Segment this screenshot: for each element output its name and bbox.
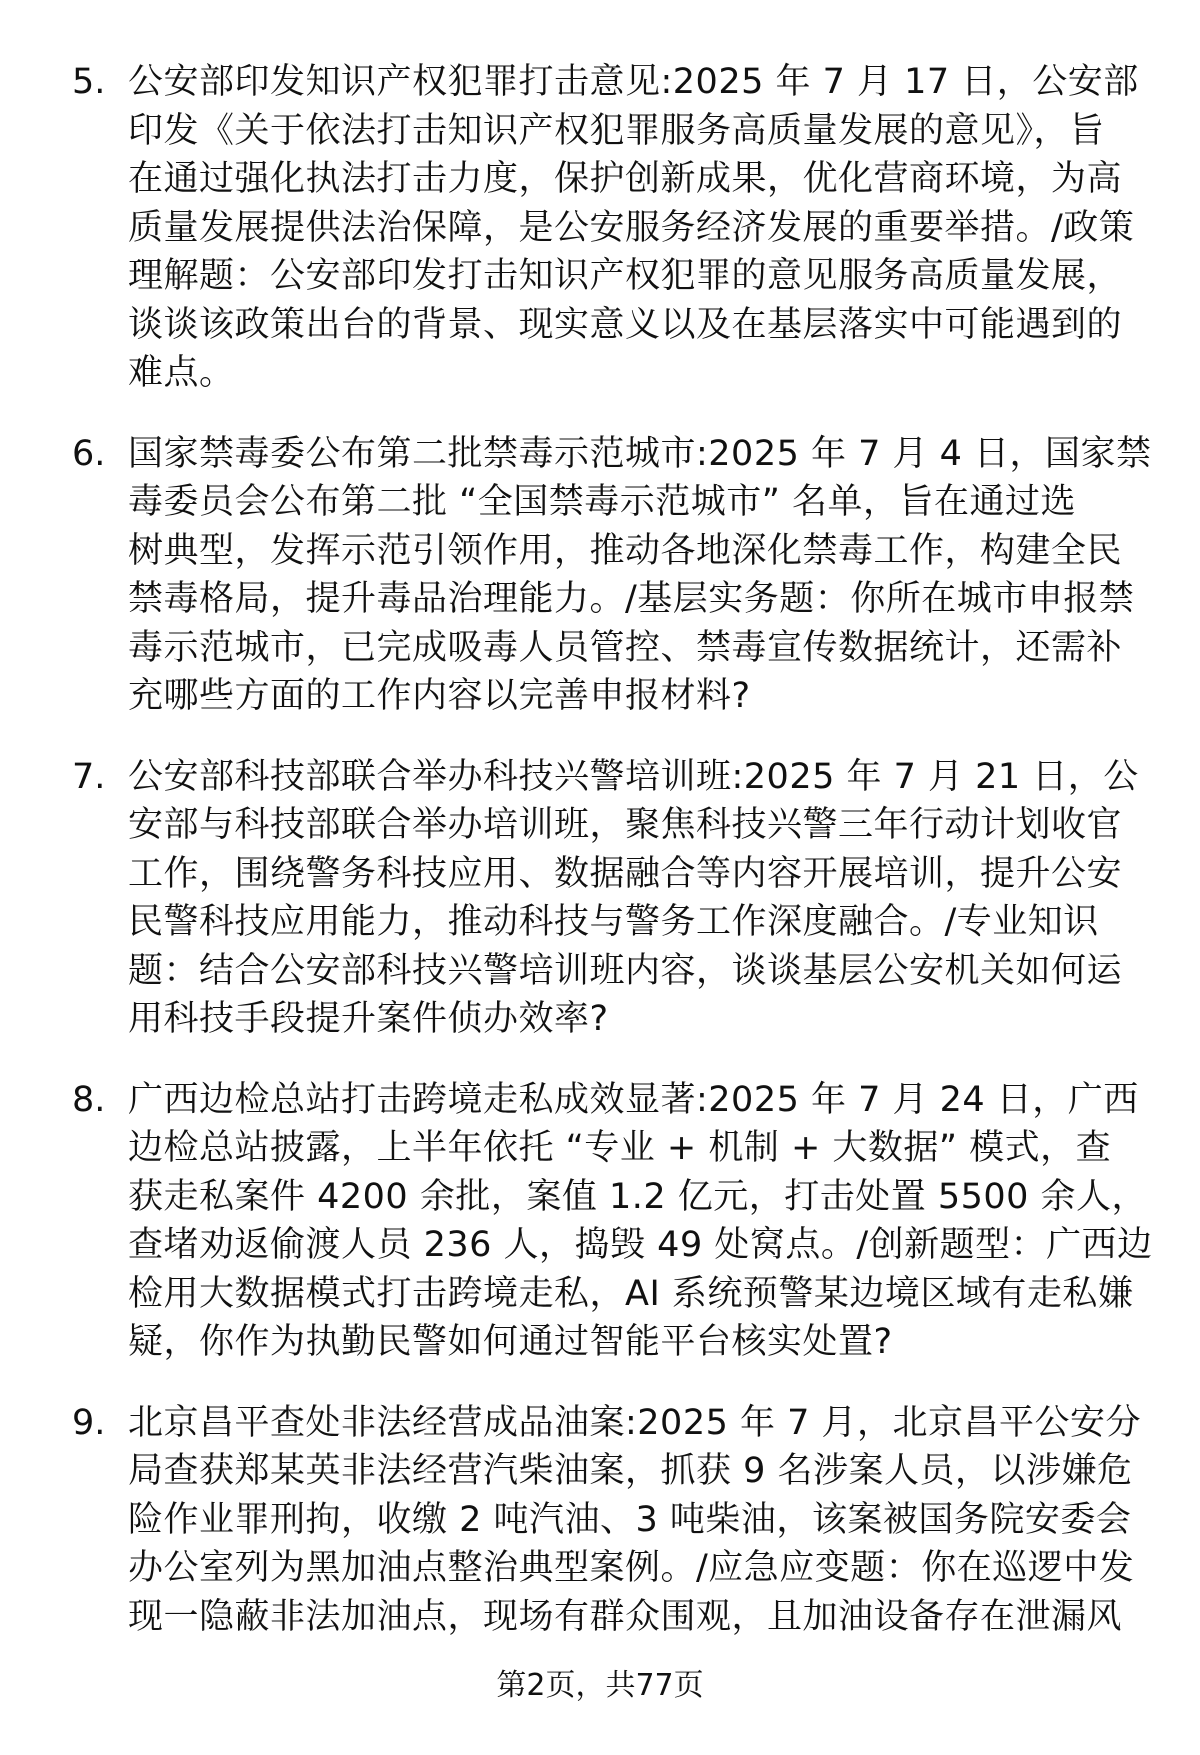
- list-item: [0, 1399, 1200, 1642]
- item-text-line: 国家禁毒委公布第二批禁毒示范城市:2025 年 7 月 4 日，国家禁: [128, 433, 1152, 474]
- list-item: [0, 58, 1200, 398]
- item-text-line: 印发《关于依法打击知识产权犯罪服务高质量发展的意见》，旨: [128, 110, 1105, 151]
- item-text-line: 查堵劝返偷渡人员 236 人，捣毁 49 处窝点。/创新题型：广西边: [128, 1225, 1153, 1265]
- item-text-line: 公安部科技部联合举办科技兴警培训班:2025 年 7 月 21 日，公: [128, 756, 1139, 797]
- item-text-line: 用科技手段提升案件侦办效率?: [128, 999, 609, 1039]
- item-number: 8.: [72, 1079, 106, 1120]
- item-text-line: 毒示范城市，已完成吸毒人员管控、禁毒宣传数据统计，还需补: [128, 627, 1123, 668]
- item-text-line: 安部与科技部联合举办培训班，聚焦科技兴警三年行动计划收官: [128, 805, 1123, 845]
- item-text-line: 检用大数据模式打击跨境走私，AI 系统预警某边境区域有走私嫌: [128, 1273, 1134, 1314]
- item-text-line: 民警科技应用能力，推动科技与警务工作深度融合。/专业知识: [128, 902, 1099, 942]
- item-text-line: 充哪些方面的工作内容以完善申报材料?: [128, 676, 751, 716]
- item-text-line: 质量发展提供法治保障，是公安服务经济发展的重要举措。/政策: [128, 207, 1135, 248]
- item-text-line: 谈谈该政策出台的背景、现实意义以及在基层落实中可能遇到的: [128, 304, 1123, 345]
- item-text-line: 工作，围绕警务科技应用、数据融合等内容开展培训，提升公安: [128, 853, 1123, 894]
- item-text-line: 难点。: [128, 353, 235, 393]
- item-number: 6.: [72, 433, 106, 474]
- page-footer: 第2页，共77页: [496, 1668, 704, 1703]
- item-text-line: 北京昌平查处非法经营成品油案:2025 年 7 月，北京昌平公安分: [128, 1402, 1142, 1443]
- item-text-line: 险作业罪刑拘，收缴 2 吨汽油、3 吨柴油，该案被国务院安委会: [128, 1499, 1132, 1540]
- list-item: [0, 430, 1200, 721]
- item-text-line: 禁毒格局，提升毒品治理能力。/基层实务题：你所在城市申报禁: [128, 579, 1135, 619]
- item-text-line: 广西边检总站打击跨境走私成效显著:2025 年 7 月 24 日，广西: [128, 1079, 1139, 1120]
- item-text-line: 在通过强化执法打击力度，保护创新成果，优化营商环境，为高: [128, 159, 1123, 199]
- item-text-line: 局查获郑某英非法经营汽柴油案，抓获 9 名涉案人员，以涉嫌危: [128, 1451, 1133, 1491]
- item-text-line: 理解题：公安部印发打击知识产权犯罪的意见服务高质量发展，: [128, 256, 1123, 296]
- question-list: [0, 58, 1200, 1673]
- item-text-line: 现一隐蔽非法加油点，现场有群众围观，且加油设备存在泄漏风: [128, 1596, 1123, 1637]
- item-text-line: 边检总站披露，上半年依托 “专业 + 机制 + 大数据” 模式，查: [128, 1128, 1112, 1168]
- item-number: 9.: [72, 1402, 106, 1443]
- item-text-line: 公安部印发知识产权犯罪打击意见:2025 年 7 月 17 日，公安部: [128, 62, 1139, 102]
- item-text-line: 树典型，发挥示范引领作用，推动各地深化禁毒工作，构建全民: [128, 530, 1123, 571]
- list-item: [0, 753, 1200, 1044]
- item-text-line: 获走私案件 4200 余批，案值 1.2 亿元，打击处置 5500 余人，: [128, 1176, 1148, 1217]
- item-number: 7.: [72, 756, 106, 797]
- item-text-line: 办公室列为黑加油点整治典型案例。/应急应变题：你在巡逻中发: [128, 1548, 1135, 1588]
- item-text-line: 题：结合公安部科技兴警培训班内容，谈谈基层公安机关如何运: [128, 950, 1123, 991]
- list-item: [0, 1076, 1200, 1367]
- item-text-line: 毒委员会公布第二批 “全国禁毒示范城市” 名单，旨在通过选: [128, 482, 1077, 522]
- item-number: 5.: [72, 62, 106, 102]
- item-text-line: 疑，你作为执勤民警如何通过智能平台核实处置?: [128, 1322, 893, 1362]
